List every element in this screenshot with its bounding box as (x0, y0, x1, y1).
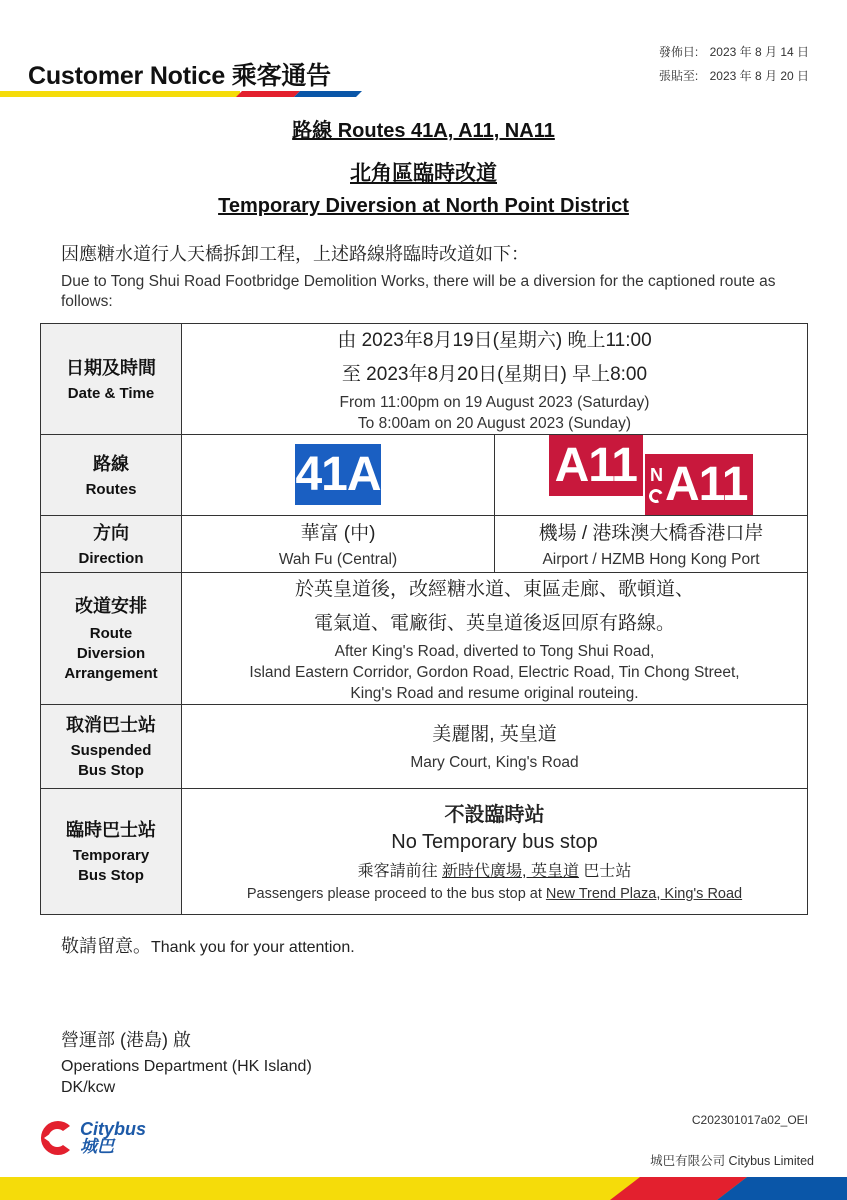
alt-stop-zh-name: 新時代廣場, 英皇道 (442, 862, 579, 880)
route-cell-41a (182, 435, 495, 516)
closing-zh: 敬請留意。 (61, 936, 151, 956)
direction-right-zh: 機場 / 港珠澳大橋香港口岸 (538, 522, 764, 544)
label-temporary-stop (41, 788, 182, 914)
post-until-date: 2023 年 8 月 20 日 (709, 69, 809, 83)
direction-left-zh: 華富 (中) (300, 522, 376, 544)
alt-stop-en-name: New Trend Plaza, King's Road (545, 885, 743, 902)
route-badge-a11: A11 (549, 435, 643, 496)
row-arrangement (41, 572, 808, 704)
post-until-label: 張貼至: (658, 69, 699, 83)
label-routes (41, 435, 182, 516)
diversion-heading-zh: 北角區臨時改道 (350, 162, 497, 185)
label-en: Bus Stop (78, 762, 144, 779)
label-suspended-stop (41, 704, 182, 788)
label-en: Suspended (70, 742, 152, 759)
night-prefix: N (650, 465, 662, 485)
label-direction (41, 515, 182, 572)
routes-heading: 路線 Routes 41A, A11, NA11 (292, 120, 555, 142)
issue-date-row (659, 40, 809, 64)
label-en: Direction (78, 549, 144, 567)
label-zh: 取消巴士站 (66, 715, 156, 735)
alt-stop-zh-post: 巴士站 (578, 862, 632, 880)
signature-initials: DK/kcw (61, 1079, 116, 1096)
company-name: 城巴有限公司 Citybus Limited (650, 1154, 814, 1168)
row-routes (41, 435, 808, 516)
logo-zh: 城巴 (80, 1137, 114, 1156)
document-reference: C202301017a02_OEI (691, 1113, 808, 1127)
arrangement-zh-1: 於英皇道後，改經糖水道、東區走廊、歌頓道、 (294, 578, 694, 600)
notice-headings (0, 112, 847, 218)
no-temp-stop-zh: 不設臨時站 (444, 803, 545, 826)
suspended-stop-en: Mary Court, King's Road (410, 754, 579, 771)
label-en: Diversion (76, 645, 146, 662)
row-direction (41, 515, 808, 572)
to-en: To 8:00am on 20 August 2023 (Sunday) (357, 415, 632, 432)
diversion-heading-en: Temporary Diversion at North Point District (218, 195, 629, 217)
direction-a11 (495, 515, 808, 572)
direction-left-en: Wah Fu (Central) (278, 550, 398, 568)
diversion-table (40, 323, 808, 915)
post-until-row (659, 64, 809, 88)
intro-zh: 因應糖水道行人天橋拆卸工程，上述路線將臨時改道如下： (61, 244, 529, 264)
arrangement-en-1: After King's Road, diverted to Tong Shui Road, (334, 642, 655, 660)
closing-line (61, 932, 355, 958)
label-en: Arrangement (64, 665, 158, 682)
arrangement-zh-2: 電氣道、電廠街、英皇道後返回原有路線。 (313, 612, 675, 634)
arrangement-en-2: Island Eastern Corridor, Gordon Road, Electric Road, Tin Chong Street, (249, 663, 740, 681)
issue-date-label: 發佈日: (658, 45, 699, 59)
label-en: Temporary (72, 847, 150, 864)
alt-stop-en (182, 884, 807, 905)
logo-en: Citybus (80, 1119, 147, 1139)
from-zh: 由 2023年8月19日(星期六) 晚上11:00 (337, 330, 652, 351)
alt-stop-zh (182, 858, 807, 881)
arrangement-value (182, 572, 808, 704)
header-stripe (0, 91, 362, 97)
signature (61, 1026, 312, 1098)
label-zh: 路線 (93, 453, 129, 474)
logo-text (80, 1120, 146, 1156)
from-en: From 11:00pm on 19 August 2023 (Saturday) (339, 394, 650, 411)
label-date-time (41, 324, 182, 435)
intro (61, 240, 801, 312)
issue-date: 2023 年 8 月 14 日 (709, 45, 809, 59)
night-moon-icon (649, 465, 663, 503)
label-en: Bus Stop (78, 867, 144, 884)
suspended-stop-value (182, 704, 808, 788)
temporary-stop-value (182, 788, 808, 914)
intro-en: Due to Tong Shui Road Footbridge Demolition Works, there will be a diversion for the captioned route as follows: (61, 273, 776, 310)
footer-stripe (0, 1177, 847, 1200)
direction-41a (182, 515, 495, 572)
row-date-time (41, 324, 808, 435)
citybus-logo-icon (36, 1118, 76, 1158)
label-en: Routes (85, 480, 137, 498)
label-arrangement (41, 572, 182, 704)
to-zh: 至 2023年8月20日(星期日) 早上8:00 (341, 364, 648, 385)
notice-title: Customer Notice 乘客通告 (28, 62, 331, 90)
label-zh: 日期及時間 (66, 358, 156, 378)
signature-zh: 營運部 (港島) 啟 (61, 1030, 191, 1050)
label-zh: 改道安排 (75, 596, 147, 616)
signature-en: Operations Department (HK Island) (61, 1058, 312, 1075)
label-zh: 臨時巴士站 (66, 820, 156, 840)
route-badge-41a: 41A (295, 444, 381, 505)
alt-stop-zh-pre: 乘客請前往 (357, 862, 443, 880)
date-time-value (182, 324, 808, 435)
label-en: Route (89, 625, 133, 642)
notice-dates (659, 40, 809, 88)
suspended-stop-zh: 美麗閣, 英皇道 (432, 724, 557, 745)
alt-stop-en-pre: Passengers please proceed to the bus stop at (246, 885, 546, 902)
arrangement-en-3: King's Road and resume original routeing. (350, 684, 639, 702)
moon-icon (647, 487, 665, 505)
na11-number: A11 (665, 457, 748, 511)
label-en: Date & Time (67, 385, 155, 402)
route-badge-na11 (644, 454, 753, 515)
direction-right-en: Airport / HZMB Hong Kong Port (542, 550, 760, 568)
label-zh: 方向 (93, 522, 129, 543)
row-temporary-stop (41, 788, 808, 914)
closing-en: Thank you for your attention. (151, 939, 355, 956)
no-temp-stop-en: No Temporary bus stop (391, 830, 598, 853)
route-cell-a11-na11 (495, 435, 808, 516)
row-suspended-stop (41, 704, 808, 788)
citybus-logo (36, 1118, 146, 1158)
